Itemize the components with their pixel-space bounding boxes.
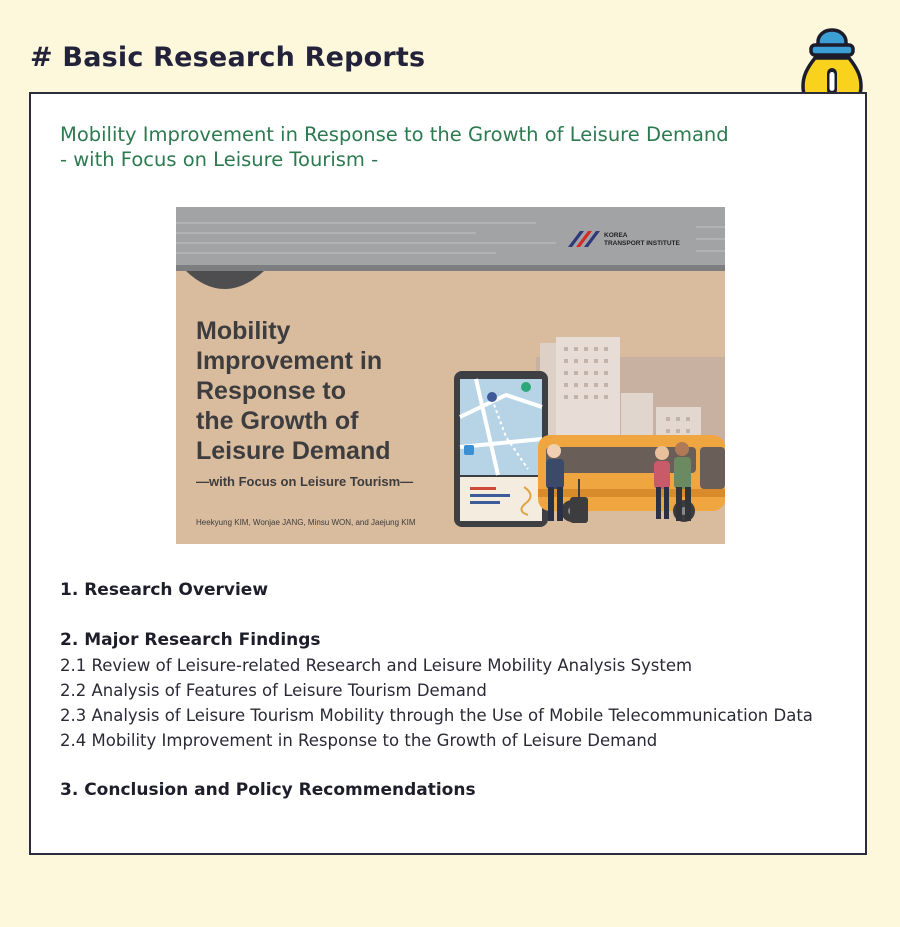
- bus-icon: [538, 435, 725, 522]
- report-title-line2: - with Focus on Leisure Tourism -: [60, 148, 379, 171]
- cover-authors: Heekyung KIM, Wonjae JANG, Minsu WON, and Jaejung KIM: [196, 518, 416, 527]
- cover-institute-line1: KOREA: [604, 232, 628, 239]
- cover-institute-line2: TRANSPORT INSTITUTE: [604, 240, 680, 247]
- cover-title-line: Response to: [196, 377, 347, 405]
- page-heading: # Basic Research Reports: [30, 42, 426, 73]
- cover-title-line: Mobility: [196, 317, 291, 345]
- toc-item: 2.2 Analysis of Features of Leisure Tourism Demand: [60, 681, 487, 700]
- toc-section-conclusion: 3. Conclusion and Policy Recommendations: [60, 780, 476, 800]
- report-card: [29, 92, 867, 855]
- toc-item: 2.4 Mobility Improvement in Response to the Growth of Leisure Demand: [60, 731, 658, 750]
- toc-item: 2.1 Review of Leisure-related Research and Leisure Mobility Analysis System: [60, 656, 693, 675]
- toc-section-research-overview: 1. Research Overview: [60, 580, 269, 600]
- toc-item: 2.3 Analysis of Leisure Tourism Mobility through the Use of Mobile Telecommunication Data: [60, 706, 813, 725]
- cover-title-line: Improvement in: [196, 347, 383, 375]
- smartphone-map-icon: [454, 371, 548, 527]
- cover-title-line: Leisure Demand: [196, 437, 391, 465]
- cover-title-line: the Growth of: [196, 407, 359, 435]
- report-title: [60, 122, 840, 172]
- cover-subtitle: —with Focus on Leisure Tourism—: [196, 474, 414, 489]
- report-cover-image: [176, 207, 725, 544]
- report-title-line1: Mobility Improvement in Response to the Growth of Leisure Demand: [60, 123, 729, 146]
- toc-section-major-findings: 2. Major Research Findings: [60, 630, 321, 650]
